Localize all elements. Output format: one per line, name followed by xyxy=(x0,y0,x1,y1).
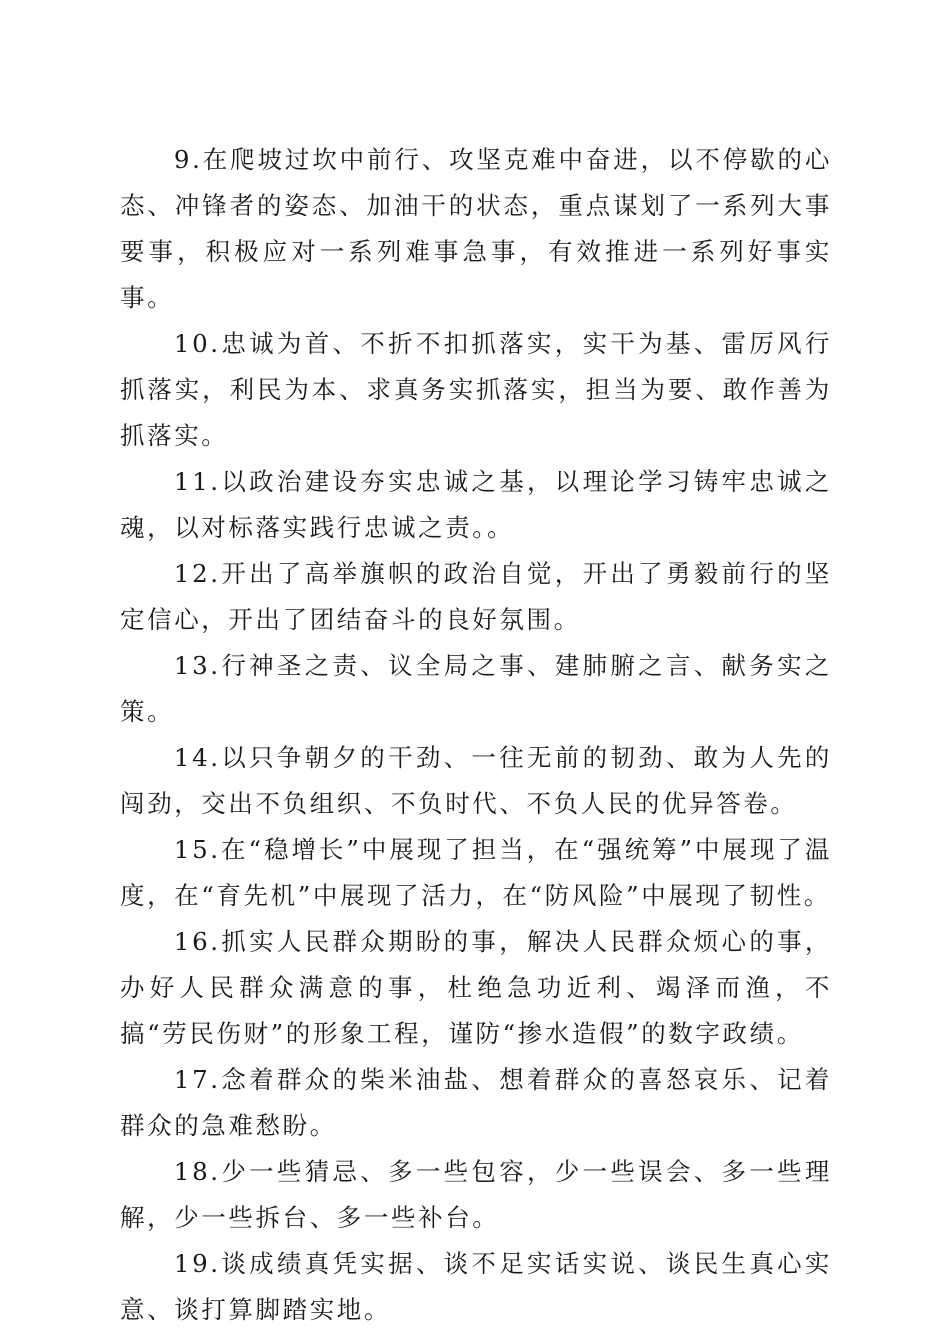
paragraph-18: 18.少一些猜忌、多一些包容，少一些误会、多一些理解，少一些拆台、多一些补台。 xyxy=(120,1157,832,1232)
paragraph-17: 17.念着群众的柴米油盐、想着群众的喜怒哀乐、记着群众的急难愁盼。 xyxy=(120,1065,832,1140)
paragraph-14: 14.以只争朝夕的干劲、一往无前的韧劲、敢为人先的闯劲，交出不负组织、不负时代、不负人民的优异答卷。 xyxy=(120,743,832,818)
paragraph-12: 12.开出了高举旗帜的政治自觉，开出了勇毅前行的坚定信心，开出了团结奋斗的良好氛围。 xyxy=(120,559,832,634)
paragraph-19: 19.谈成绩真凭实据、谈不足实话实说、谈民生真心实意、谈打算脚踏实地。 xyxy=(120,1249,832,1324)
paragraph-13: 13.行神圣之责、议全局之事、建肺腑之言、献务实之策。 xyxy=(120,651,832,726)
paragraph-9: 9.在爬坡过坎中前行、攻坚克难中奋进，以不停歇的心态、冲锋者的姿态、加油干的状态，重点谋划了一系列大事要事，积极应对一系列难事急事，有效推进一系列好事实事。 xyxy=(120,145,832,312)
paragraph-11: 11.以政治建设夯实忠诚之基，以理论学习铸牢忠诚之魂，以对标落实践行忠诚之责。。 xyxy=(120,467,832,542)
paragraph-10: 10.忠诚为首、不折不扣抓落实，实干为基、雷厉风行抓落实，利民为本、求真务实抓落实，担当为要、敢作善为抓落实。 xyxy=(120,329,832,450)
paragraph-16: 16.抓实人民群众期盼的事，解决人民群众烦心的事，办好人民群众满意的事，杜绝急功近利、竭泽而渔，不搞“劳民伤财”的形象工程，谨防“掺水造假”的数字政绩。 xyxy=(120,927,832,1048)
document-body xyxy=(120,137,832,1333)
paragraph-15: 15.在“稳增长”中展现了担当，在“强统筹”中展现了温度，在“育先机”中展现了活力，在“防风险”中展现了韧性。 xyxy=(120,835,832,910)
